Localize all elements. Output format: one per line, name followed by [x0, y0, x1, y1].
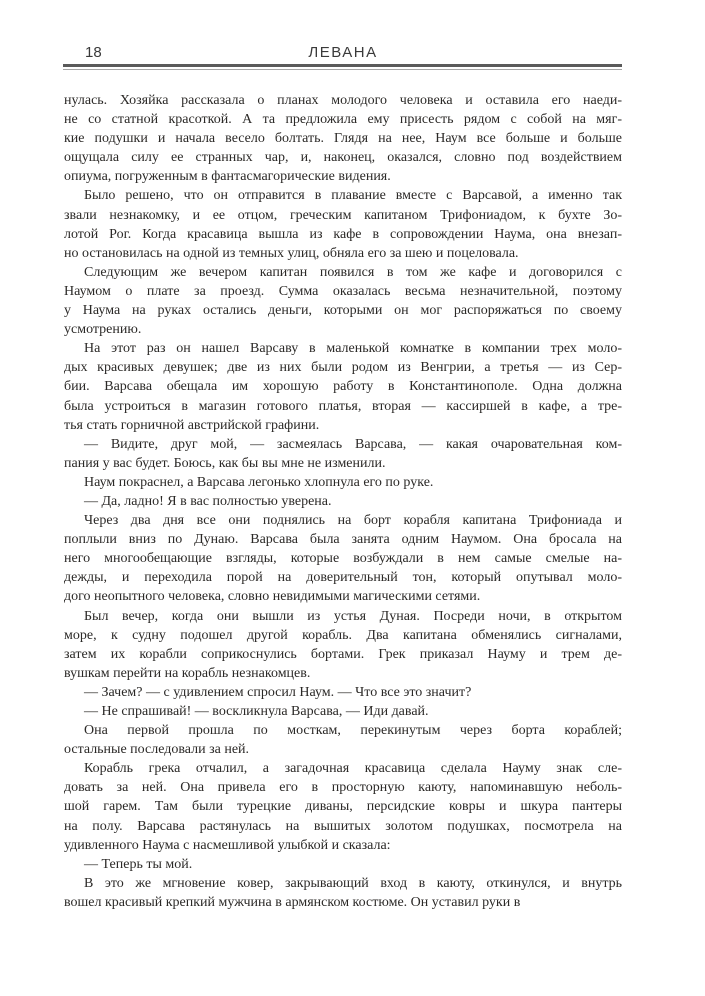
text-line: Через два дня все они поднялись на борт корабля капитана Трифониада и: [84, 513, 622, 529]
text-line: на полу. Варсава растянулась на вышитых золотом подушках, посмотрела на: [64, 818, 622, 834]
text-line: Был вечер, когда они вышли из устья Дуная. Посреди ночи, в открытом: [84, 608, 622, 624]
page-number: 18: [85, 44, 102, 61]
text-line: ощущала силу ее странных чар, и, наконец, оказался, словно под воздействием: [64, 150, 622, 166]
text-line: кие подушки и начала весело болтать. Глядя на нее, Наум все больше и больше: [64, 131, 622, 147]
text-line: бии. Варсава обещала им хорошую работу в Константинополе. Одна должна: [64, 379, 622, 395]
text-line: вошел красивый крепкий мужчина в армянском костюме. Он уставил руки в: [64, 894, 521, 910]
text-line: пания у вас будет. Боюсь, как бы вы мне не изменили.: [64, 455, 386, 471]
text-line: была устроиться в магазин готового платья, вторая — кассиршей в кафе, а тре-: [64, 398, 622, 414]
text-line: затем их корабли соприкоснулись бортами. Грек приказал Науму и трем де-: [64, 646, 622, 662]
text-line: — Зачем? — с удивлением спросил Наум. — Что все это значит?: [84, 684, 472, 700]
text-line: — Не спрашивай! — воскликнула Варсава, — Иди давай.: [84, 704, 429, 719]
text-line: удивленного Наума с насмешливой улыбкой и сказала:: [64, 837, 391, 853]
page-text: [64, 91, 622, 912]
header-rule: [63, 64, 622, 70]
text-line: На этот раз он нашел Варсаву в маленькой комнатке в компании трех моло-: [84, 341, 622, 357]
text-line: него многообещающие взгляды, которые возбуждали в нем самые смелые на-: [64, 551, 622, 567]
text-line: Корабль грека отчалил, а загадочная красавица сделала Науму знак сле-: [84, 761, 622, 777]
text-line: усмотрению.: [64, 322, 142, 338]
text-line: шой гарем. Там были турецкие диваны, персидские ковры и шкура пантеры: [64, 799, 622, 815]
text-line: Было решено, что он отправится в плавание вместе с Варсавой, а именно так: [84, 188, 622, 204]
text-line: — Теперь ты мой.: [84, 856, 193, 872]
text-line: лотой Рог. Когда красавица вышла из кафе в сопровождении Наума, она внезап-: [64, 226, 622, 242]
text-line: — Видите, друг мой, — засмеялась Варсава, — какая очаровательная ком-: [84, 436, 622, 452]
text-line: у Наума на руках остались деньги, которыми он мог распоряжаться по своему: [64, 303, 622, 319]
text-line: тья стать горничной австрийской графини.: [64, 417, 320, 433]
running-title: ЛЕВАНА: [308, 44, 378, 61]
text-line: довать за ней. Она привела его в просторную каюту, напоминавшую неболь-: [64, 780, 622, 796]
text-line: не со статной красоткой. А та предложила ему присесть рядом с собой на мяг-: [64, 112, 622, 128]
text-line: остальные последовали за ней.: [64, 742, 250, 758]
text-line: опиума, погруженным в фантасмагорические видения.: [64, 169, 391, 185]
text-line: но остановилась на одной из темных улиц, обняла его за шею и поцеловала.: [64, 245, 519, 261]
text-line: дежды, и переходила порой на доверительный тон, который опутывал моло-: [64, 570, 622, 586]
text-line: море, к судну подошел другой корабль. Два капитана обменялись сигналами,: [64, 627, 622, 643]
page-header: [64, 0, 622, 62]
text-line: вушкам перейти на корабль незнакомцев.: [64, 665, 311, 681]
text-line: нулась. Хозяйка рассказала о планах молодого человека и оставила его наеди-: [64, 93, 622, 108]
text-line: поплыли вниз по Дунаю. Варсава была занята одним Наумом. Она бросала на: [64, 532, 622, 548]
text-line: Наумом о плате за проезд. Сумма оказалась весьма незначительной, поэтому: [64, 283, 622, 299]
text-line: — Да, ладно! Я в вас полностью уверена.: [84, 493, 332, 509]
text-line: Следующим же вечером капитан появился в том же кафе и договорился с: [84, 264, 622, 280]
text-line: В это же мгновение ковер, закрывающий вход в каюту, откинулся, и внутрь: [84, 875, 622, 891]
text-line: дых красивых девушек; две из них были родом из Венгрии, а третья — из Сер-: [64, 360, 622, 376]
text-line: Она первой прошла по мосткам, перекинутым через борта кораблей;: [84, 723, 622, 739]
text-line: дого неопытного человека, словно невидимыми магическими сетями.: [64, 589, 481, 605]
text-line: звали незнакомку, и ее отцом, греческим капитаном Трифониадом, к бухте Зо-: [64, 207, 622, 223]
text-line: Наум покраснел, а Варсава легонько хлопнула его по руке.: [84, 474, 434, 490]
